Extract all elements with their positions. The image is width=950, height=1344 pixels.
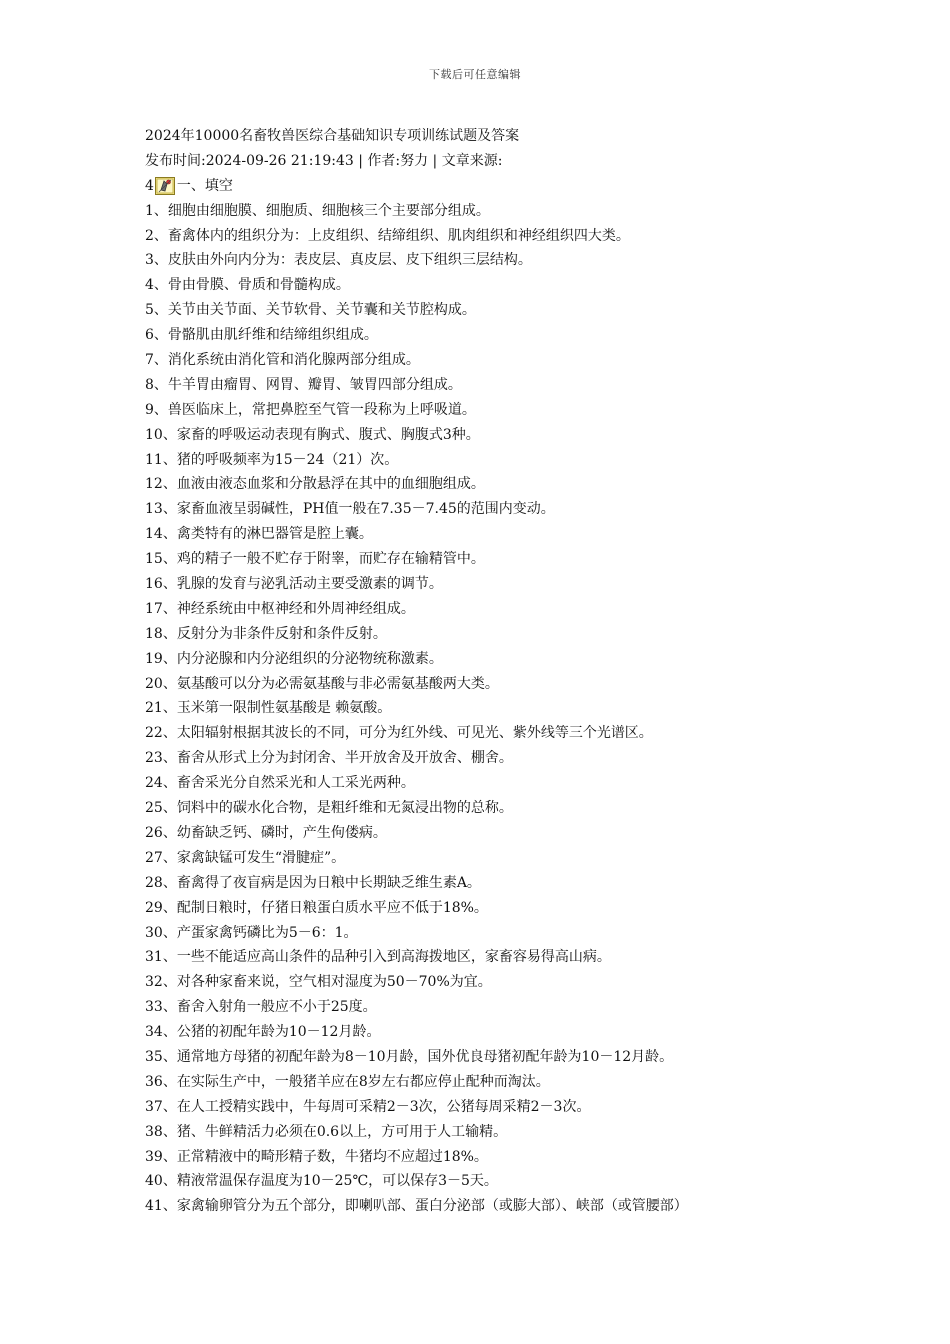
list-item: 19、内分泌腺和内分泌组织的分泌物统称激素。 bbox=[145, 650, 443, 667]
list-item: 31、一些不能适应高山条件的品种引入到高海拨地区，家畜容易得高山病。 bbox=[145, 949, 611, 966]
list-item: 29、配制日粮时，仔猪日粮蛋白质水平应不低于18%。 bbox=[145, 899, 488, 916]
list-item: 27、家禽缺锰可发生“滑腱症”。 bbox=[145, 849, 346, 866]
list-item: 13、家畜血液呈弱碱性，PH值一般在7.35－7.45的范围内变动。 bbox=[145, 501, 555, 518]
list-item: 25、饲料中的碳水化合物，是粗纤维和无氮浸出物的总称。 bbox=[145, 800, 513, 817]
list-item: 20、氨基酸可以分为必需氨基酸与非必需氨基酸两大类。 bbox=[145, 675, 499, 692]
section-heading bbox=[145, 174, 825, 199]
list-item: 24、畜舍采光分自然采光和人工采光两种。 bbox=[145, 775, 415, 792]
question-list bbox=[145, 199, 825, 1220]
list-item: 38、猪、牛鲜精活力必须在0.6以上，方可用于人工输精。 bbox=[145, 1123, 508, 1140]
list-item: 9、兽医临床上，常把鼻腔至气管一段称为上呼吸道。 bbox=[145, 401, 476, 418]
list-item: 26、幼畜缺乏钙、磷时，产生佝偻病。 bbox=[145, 824, 387, 841]
list-item: 41、家禽输卵管分为五个部分，即喇叭部、蛋白分泌部（或膨大部）、峡部（或管腰部） bbox=[145, 1198, 688, 1215]
list-item: 10、家畜的呼吸运动表现有胸式、腹式、胸腹式3种。 bbox=[145, 426, 480, 443]
list-item: 14、禽类特有的淋巴器管是腔上囊。 bbox=[145, 526, 373, 543]
article-meta: 发布时间:2024-09-26 21:19:43 | 作者:努力 | 文章来源: bbox=[145, 152, 503, 169]
page-header-note: 下载后可任意编辑 bbox=[429, 68, 521, 81]
list-item: 15、鸡的精子一般不贮存于附睾，而贮存在输精管中。 bbox=[145, 551, 485, 568]
list-item: 35、通常地方母猪的初配年龄为8－10月龄，国外优良母猪初配年龄为10－12月龄。 bbox=[145, 1048, 674, 1065]
list-item: 23、畜舍从形式上分为封闭舍、半开放舍及开放舍、棚舍。 bbox=[145, 750, 513, 767]
section-prefix: 4 bbox=[145, 177, 154, 194]
list-item: 39、正常精液中的畸形精子数，牛猪均不应超过18%。 bbox=[145, 1148, 488, 1165]
list-item: 22、太阳辐射根据其波长的不同，可分为红外线、可见光、紫外线等三个光谱区。 bbox=[145, 725, 653, 742]
article-title: 2024年10000名畜牧兽医综合基础知识专项训练试题及答案 bbox=[145, 128, 520, 144]
list-item: 32、对各种家畜来说，空气相对湿度为50－70%为宜。 bbox=[145, 974, 492, 991]
list-item: 21、玉米第一限制性氨基酸是 赖氨酸。 bbox=[145, 700, 392, 717]
list-item: 18、反射分为非条件反射和条件反射。 bbox=[145, 625, 387, 642]
list-item: 28、畜禽得了夜盲病是因为日粮中长期缺乏维生素A。 bbox=[145, 874, 481, 891]
list-item: 8、牛羊胃由瘤胃、网胃、瓣胃、皱胃四部分组成。 bbox=[145, 376, 462, 393]
list-item: 36、在实际生产中，一般猪羊应在8岁左右都应停止配种而淘汰。 bbox=[145, 1073, 550, 1090]
list-item: 30、产蛋家禽钙磷比为5－6：1。 bbox=[145, 924, 358, 941]
list-item: 6、骨骼肌由肌纤维和结缔组织组成。 bbox=[145, 327, 378, 344]
broken-image-icon bbox=[155, 177, 175, 195]
list-item: 2、畜禽体内的组织分为：上皮组织、结缔组织、肌肉组织和神经组织四大类。 bbox=[145, 227, 630, 244]
list-item: 5、关节由关节面、关节软骨、关节囊和关节腔构成。 bbox=[145, 302, 476, 319]
article-body bbox=[145, 124, 825, 1219]
list-item: 40、精液常温保存温度为10－25℃，可以保存3－5天。 bbox=[145, 1173, 498, 1190]
list-item: 37、在人工授精实践中，牛每周可采精2－3次，公猪每周采精2－3次。 bbox=[145, 1098, 591, 1115]
list-item: 4、骨由骨膜、骨质和骨髓构成。 bbox=[145, 277, 350, 294]
list-item: 11、猪的呼吸频率为15－24（21）次。 bbox=[145, 451, 399, 468]
list-item: 16、乳腺的发育与泌乳活动主要受激素的调节。 bbox=[145, 576, 443, 593]
list-item: 3、皮肤由外向内分为：表皮层、真皮层、皮下组织三层结构。 bbox=[145, 252, 532, 269]
list-item: 1、细胞由细胞膜、细胞质、细胞核三个主要部分组成。 bbox=[145, 202, 490, 219]
section-title: 一、填空 bbox=[176, 177, 233, 194]
list-item: 33、畜舍入射角一般应不小于25度。 bbox=[145, 999, 377, 1016]
list-item: 12、血液由液态血浆和分散悬浮在其中的血细胞组成。 bbox=[145, 476, 485, 493]
list-item: 34、公猪的初配年龄为10－12月龄。 bbox=[145, 1024, 381, 1041]
list-item: 7、消化系统由消化管和消化腺两部分组成。 bbox=[145, 352, 420, 369]
list-item: 17、神经系统由中枢神经和外周神经组成。 bbox=[145, 600, 415, 617]
